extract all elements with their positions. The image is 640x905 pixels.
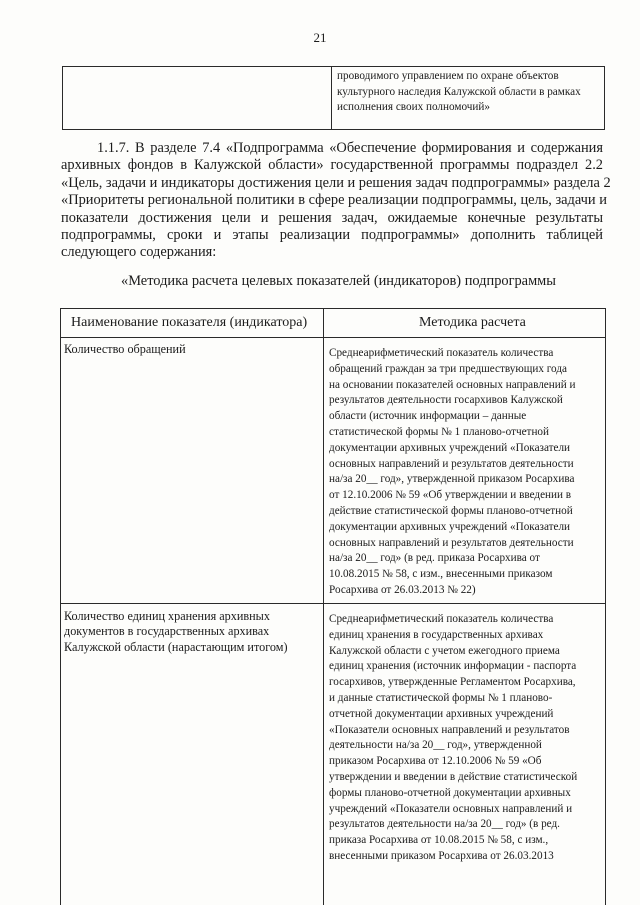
text-line: на основании показателей основных направлений и — [329, 378, 576, 391]
text-line: деятельности на/за 20__ год», утвержденной — [329, 739, 542, 752]
text-line: внесенными приказом Росархива от 26.03.2013 — [329, 849, 554, 862]
text-line: госархивов, утвержденные Регламентом Росархива, — [329, 676, 576, 689]
table-title: «Методика расчета целевых показателей (индикаторов) подпрограммы — [121, 273, 556, 289]
paragraph-line: «Цель, задачи и индикаторы достижения цели и решения задач подпрограммы» раздела 2 — [61, 174, 611, 191]
text-line: единиц хранения в государственных архивах — [329, 628, 544, 641]
text-line: основных направлений и результатов деятельности — [329, 536, 574, 549]
amendment-paragraph — [61, 140, 611, 262]
text-line: культурного наследия Калужской области в рамках — [337, 85, 581, 98]
paragraph-line: 1.1.7. В разделе 7.4 «Подпрограмма «Обеспечение формирования и содержания — [97, 140, 603, 156]
text-line: приказом Росархива от 12.10.2006 № 59 «Об — [329, 755, 542, 768]
indicator-name-cell — [64, 342, 319, 357]
text-line: Среднеарифметический показатель количества — [329, 347, 554, 359]
continuation-table — [62, 66, 605, 130]
table-row-divider — [61, 603, 605, 604]
text-line: Калужской области с учетом ежегодного приема — [329, 644, 560, 657]
text-line: «Показатели основных направлений и результатов — [329, 723, 570, 736]
text-line: утверждении и введении в действие статистической — [329, 770, 578, 783]
paragraph-line: «Приоритеты региональной политики в сфере реализации подпрограммы, цель, задачи и — [61, 192, 607, 209]
text-line: основных направлений и результатов деятельности — [329, 457, 574, 470]
table-column-divider — [323, 309, 324, 905]
text-line: документации архивных учреждений «Показатели — [329, 520, 571, 533]
paragraph-line: следующего содержания: — [61, 244, 217, 261]
text-line: результатов деятельности госархивов Калужской — [329, 394, 563, 407]
paragraph-line: архивных фондов в Калужской области» государственной программы подраздел 2.2 — [61, 157, 603, 174]
text-line: на/за 20__ год», утвержденной приказом Росархива — [329, 473, 575, 486]
indicators-table — [60, 308, 606, 905]
text-line: Калужской области (нарастающим итогом) — [64, 639, 288, 654]
text-line: результатов деятельности на/за 20__ год» (в ред. — [329, 818, 560, 831]
text-line: Росархива от 26.03.2013 № 22) — [329, 583, 476, 596]
method-cell — [329, 346, 601, 599]
text-line: проводимого управлением по охране объектов — [337, 70, 559, 82]
text-line: документации архивных учреждений «Показатели — [329, 441, 571, 454]
text-line: Количество обращений — [64, 342, 186, 356]
text-line: статистической формы № 1 планово-отчетной — [329, 425, 550, 438]
text-line: Количество единиц хранения архивных — [64, 609, 270, 623]
text-line: приказа Росархива от 10.08.2015 № 58, с изм., — [329, 834, 549, 847]
paragraph-line: показатели достижения цели и решения задач, ожидаемые конечные результаты — [61, 209, 603, 226]
text-line: от 12.10.2006 № 59 «Об утверждении и введении в — [329, 489, 572, 502]
text-line: формы планово-отчетной документации архивных — [329, 786, 571, 799]
column-header-method: Методика расчета — [419, 315, 526, 330]
paragraph-line: подпрограммы, сроки и этапы реализации подпрограммы» дополнить таблицей — [61, 226, 603, 243]
table-column-divider — [331, 67, 332, 129]
text-line: документов в государственных архивах — [64, 624, 270, 639]
method-cell — [329, 612, 601, 865]
text-line: 10.08.2015 № 58, с изм., внесенными приказом — [329, 568, 553, 581]
column-header-indicator: Наименование показателя (индикатора) — [71, 315, 308, 330]
text-line: области (источник информации – данные — [329, 410, 527, 423]
text-line: Среднеарифметический показатель количества — [329, 613, 554, 625]
indicator-name-cell — [64, 609, 319, 655]
continuation-cell — [337, 69, 601, 116]
text-line: учреждений «Показатели основных направлений и — [329, 802, 573, 815]
text-line: на/за 20__ год» (в ред. приказа Росархива от — [329, 552, 540, 565]
page-number: 21 — [313, 30, 327, 45]
text-line: единиц хранения (источник информации - паспорта — [329, 660, 577, 673]
table-row-divider — [61, 337, 605, 338]
text-line: исполнения своих полномочий» — [337, 101, 490, 113]
text-line: и данные статистической формы № 1 планово- — [329, 691, 553, 704]
text-line: действие статистической формы планово-отчетной — [329, 504, 573, 517]
text-line: обращений граждан за три предшествующих года — [329, 362, 567, 375]
text-line: отчетной документации архивных учреждений — [329, 707, 554, 720]
